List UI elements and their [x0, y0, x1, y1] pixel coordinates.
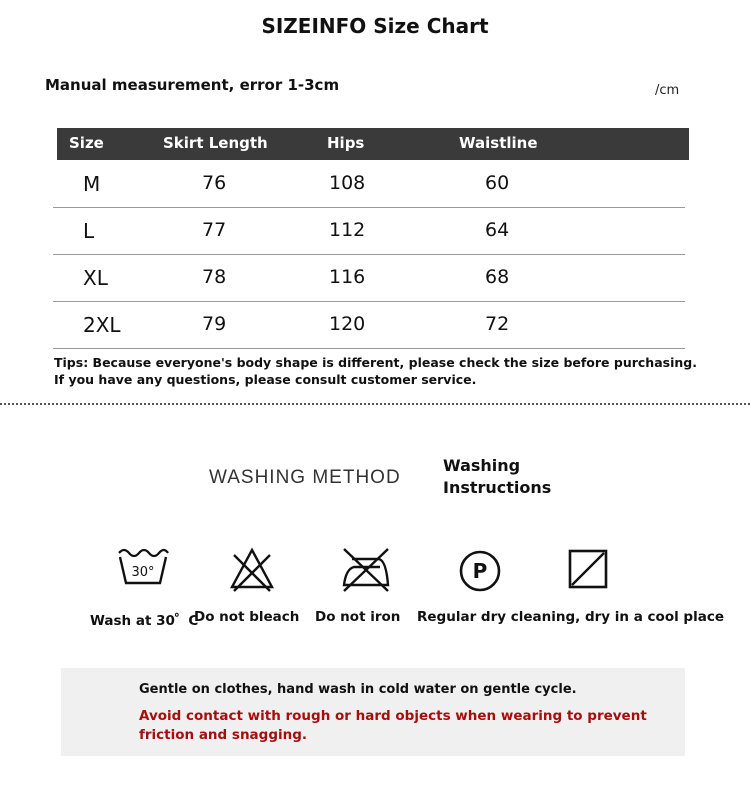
cell-size: M	[83, 172, 101, 196]
cell-waistline: 64	[485, 219, 510, 241]
cell-size: 2XL	[83, 313, 121, 337]
care-note-box	[61, 668, 685, 756]
page-title: SIZEINFO Size Chart	[261, 14, 489, 38]
wash-30-label: Wash at 30゜C	[90, 613, 199, 629]
header-skirt-length: Skirt Length	[163, 134, 268, 152]
no-iron-label: Do not iron	[315, 609, 401, 625]
cell-hips: 120	[329, 313, 366, 335]
unit-label: /cm	[655, 83, 680, 98]
cell-size: XL	[83, 266, 108, 290]
dry-clean-label: Regular dry cleaning, dry in a cool place	[417, 609, 724, 625]
washing-instructions-heading	[443, 455, 551, 499]
cell-skirt-length: 76	[202, 172, 227, 194]
no-bleach-label: Do not bleach	[194, 609, 300, 625]
washing-instructions-line1: Washing	[443, 456, 521, 475]
table-row	[53, 254, 685, 302]
table-row	[53, 160, 685, 208]
wash-temp-text: 30°	[131, 565, 155, 580]
washing-instructions-line2: Instructions	[443, 478, 552, 497]
cell-skirt-length: 79	[202, 313, 227, 335]
cell-hips: 116	[329, 266, 366, 288]
table-row	[53, 301, 685, 349]
no-bleach-icon	[228, 545, 276, 597]
cell-waistline: 72	[485, 313, 510, 335]
washing-method-heading: WASHING METHOD	[209, 467, 401, 488]
header-size: Size	[69, 134, 104, 152]
header-waistline: Waistline	[459, 134, 538, 152]
cell-waistline: 68	[485, 266, 510, 288]
dry-in-shade-icon	[568, 545, 610, 595]
cell-skirt-length: 77	[202, 219, 227, 241]
dry-clean-p-icon	[458, 545, 504, 597]
tips-text: Tips: Because everyone's body shape is different, please check the size before purchasing. If you have any questions, please consult customer service.	[54, 355, 697, 387]
warning-note: Avoid contact with rough or hard objects when wearing to prevent friction and snagging.	[139, 708, 647, 743]
table-header	[57, 128, 689, 160]
cell-size: L	[83, 219, 95, 243]
table-row	[53, 207, 685, 255]
dry-clean-letter: P	[472, 559, 488, 583]
care-note: Gentle on clothes, hand wash in cold water on gentle cycle.	[139, 682, 577, 697]
measurement-note: Manual measurement, error 1-3cm	[45, 76, 340, 94]
cell-skirt-length: 78	[202, 266, 227, 288]
wash-30-icon	[116, 545, 170, 593]
no-iron-icon	[338, 545, 394, 597]
section-divider	[0, 403, 750, 405]
header-hips: Hips	[327, 134, 365, 152]
cell-hips: 112	[329, 219, 366, 241]
cell-hips: 108	[329, 172, 366, 194]
cell-waistline: 60	[485, 172, 510, 194]
